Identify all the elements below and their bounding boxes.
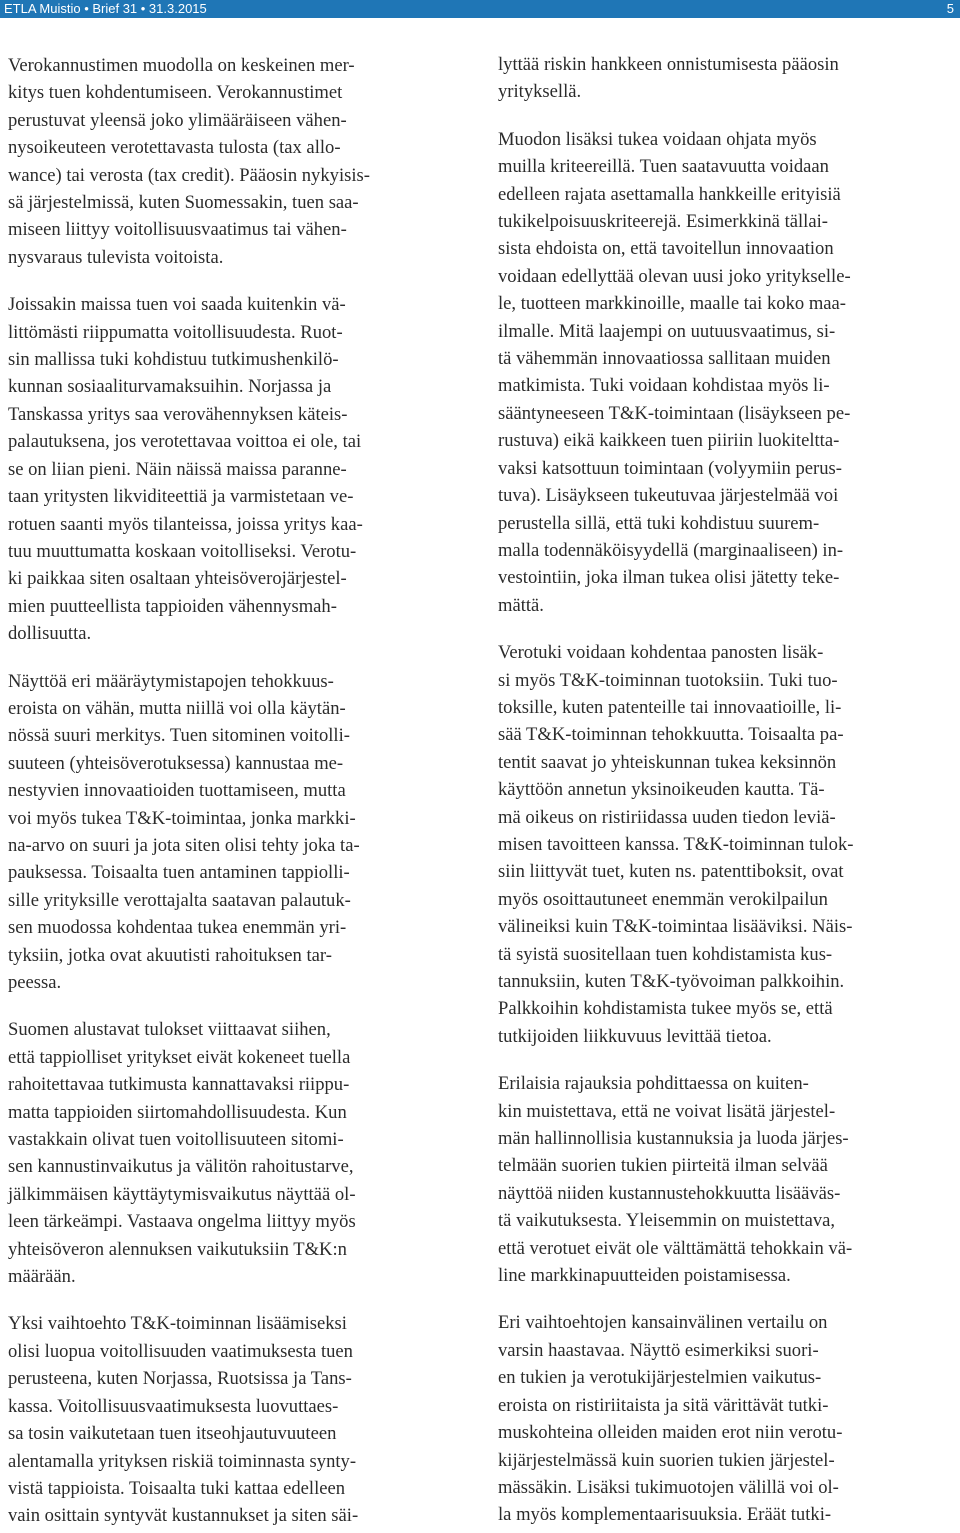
right-column xyxy=(498,51,942,1529)
paragraph: lyttää riskin hankkeen onnistumisesta pääosin yrityksellä. xyxy=(498,54,839,103)
publication-info: ETLA Muistio • Brief 31 • 31.3.2015 xyxy=(4,1,207,16)
paragraph: Erilaisia rajauksia pohdittaessa on kuiten- kin muistettava, että ne voivat lisätä järjestel- män hallinnollisia kustannuksia ja luoda järjes- telmään suorien tukien piirteitä ilman selvää näyttöä niiden kustannustehokkuutta lisääväs- tä vaikutuksesta. Yleisemmin on muistettava, että verotuet eivät ole välttämättä tehokkain vä- line markkinapuutteiden poistamisessa. xyxy=(498,1073,853,1287)
paragraph: Verotuki voidaan kohdentaa panosten lisäk- si myös T&K-toiminnan tuotoksiin. Tuki tuo- toksille, kuten patenteille tai innovaatioille, li- sää T&K-toiminnan tehokkuutta. Toisaalta pa- tentit saavat jo yhteiskunnan tukea keksinnön käyttöön annetun yksinoikeuden kautta. Tä- mä oikeus on ristiriidassa uuden tiedon leviä- misen tavoitteen kanssa. T&K-toiminnan tulok- siin liittyvät tuet, kuten ns. patenttiboksit, ovat myös osoittautuneet enemmän verokilpailun välineiksi kuin T&K-toimintaa lisääviksi. Näis- tä syistä suositellaan tuen kohdistamista kus- tannuksiin, kuten T&K-työvoiman palkkoihin. Palkkoihin kohdistamista tukee myös se, että tutkijoiden liikkuvuus levittää tietoa. xyxy=(498,642,854,1047)
paragraph: Muodon lisäksi tukea voidaan ohjata myös muilla kriteereillä. Tuen saatavuutta voidaan edelleen rajata asettamalla hankkeille erityisiä tukikelpoisuuskriteerejä. Esimerkkinä tällai- sista ehdoista on, että tavoitellun innovaation voidaan edellyttää olevan uusi joko yritykselle- le, tuotteen markkinoille, maalle tai koko maa- ilmalle. Mitä laajempi on uutuusvaatimus, si- tä vähemmän innovaatiossa sallitaan muiden matkimista. Tuki voidaan kohdistaa myös li- sääntyneeseen T&K-toimintaan (lisäykseen pe- rustuva) eikä kaikkeen tuen piiriin luokiteltta- vaksi katsottuun toimintaan (volyymiin perus- tuva). Lisäykseen tukeutuvaa järjestelmää voi perustella sillä, että tuki kohdistuu suurem- malla todennäköisyydellä (marginaaliseen) in- vestointiin, joka ilman tukea olisi jätetty teke- mättä. xyxy=(498,128,851,616)
paragraph: Verokannustimen muodolla on keskeinen mer- kitys tuen kohdentumiseen. Verokannustimet perustuvat yleensä joko ylimääräiseen vähen- nysoikeuteen verotettavasta tulosta (tax allo- wance) tai verosta (tax credit). Pääosin nykyisis- sä järjestelmissä, kuten Suomessakin, tuen saa- miseen liittyy voitollisuusvaatimus tai vähen- nysvaraus tulevista voitoista. xyxy=(8,55,370,268)
paragraph: Näyttöä eri määräytymistapojen tehokkuus- eroista on vähän, mutta niillä voi olla käytän- nössä suuri merkitys. Tuen sitominen voitolli- suuteen (yhteisöverotuksessa) kannustaa me- nestyvien innovaatioiden tuottamiseen, mutta voi myös tukea T&K-toimintaa, jonka markki- na-arvo on suuri ja jota siten olisi tehty joka ta- pauksessa. Toisaalta tuen antaminen tappiolli- sille yrityksille verottajalta saatavan palautuk- sen muodossa kohdentaa tukea enemmän yri- tyksiin, jotka ovat akuutisti rahoituksen tar- peessa. xyxy=(8,670,360,993)
page-number: 5 xyxy=(946,1,954,16)
paragraph: Suomen alustavat tulokset viittaavat siihen, että tappiolliset yritykset eivät kokeneet tuella rahoitettavaa tutkimusta kannattavaksi riippu- matta tappioiden siirtomahdollisuudesta. Kun vastakkain olivat tuen voitollisuuteen sitomi- sen kannustinvaikutus ja välitön rahoitustarve, jälkimmäisen käyttäytymisvaikutus näyttää ol- leen tärkeämpi. Vastaava ongelma liittyy myös yhteisöveron alennuksen vaikutuksiin T&K:n määrään. xyxy=(8,1019,356,1288)
paragraph: Yksi vaihtoehto T&K-toiminnan lisäämiseksi olisi luopua voitollisuuden vaatimuksesta tuen perusteena, kuten Norjassa, Ruotsissa ja Tans- kassa. Voitollisuusvaatimuksesta luovuttaes- sa tosin vaikutetaan tuen itseohjautuvuuteen alentamalla yrityksen riskiä toiminnasta synty- vistä tappioista. Toisaalta tuki kattaa edelleen vain osittain syntyvät kustannukset ja siten säi- xyxy=(8,1313,359,1527)
paragraph: Joissakin maissa tuen voi saada kuitenkin vä- littömästi riippumatta voitollisuudesta. Ruot- sin mallissa tuki kohdistuu tutkimushenkilö- kunnan sosiaaliturvamaksuihin. Norjassa ja Tanskassa yritys saa verovähennyksen käteis- palautuksena, jos verotettavaa voittoa ei ole, tai se on liian pieni. Näin näissä maissa paranne- taan yritysten likviditeettiä ja varmistetaan ve- rotuen saanti myös tilanteissa, joissa yritys kaa- tuu muuttumatta koskaan voitolliseksi. Verotu- ki paikkaa siten osaltaan yhteisöverojärjestel- mien puutteellista tappioiden vähennysmah- dollisuutta. xyxy=(8,294,363,645)
left-column xyxy=(8,52,452,1530)
header-bar xyxy=(0,0,960,18)
paragraph: Eri vaihtoehtojen kansainvälinen vertailu on varsin haastavaa. Näyttö esimerkiksi suori- en tukien ja verotukijärjestelmien vaikutus- eroista on ristiriitaista ja sitä värittävät tutki- muskohteina olleiden maiden erot niin verotu- kijärjestelmässä kuin suorien tukien järjestel- mässäkin. Lisäksi tukimuotojen välillä voi ol- la myös komplementaarisuuksia. Eräät tutki- xyxy=(498,1312,843,1526)
